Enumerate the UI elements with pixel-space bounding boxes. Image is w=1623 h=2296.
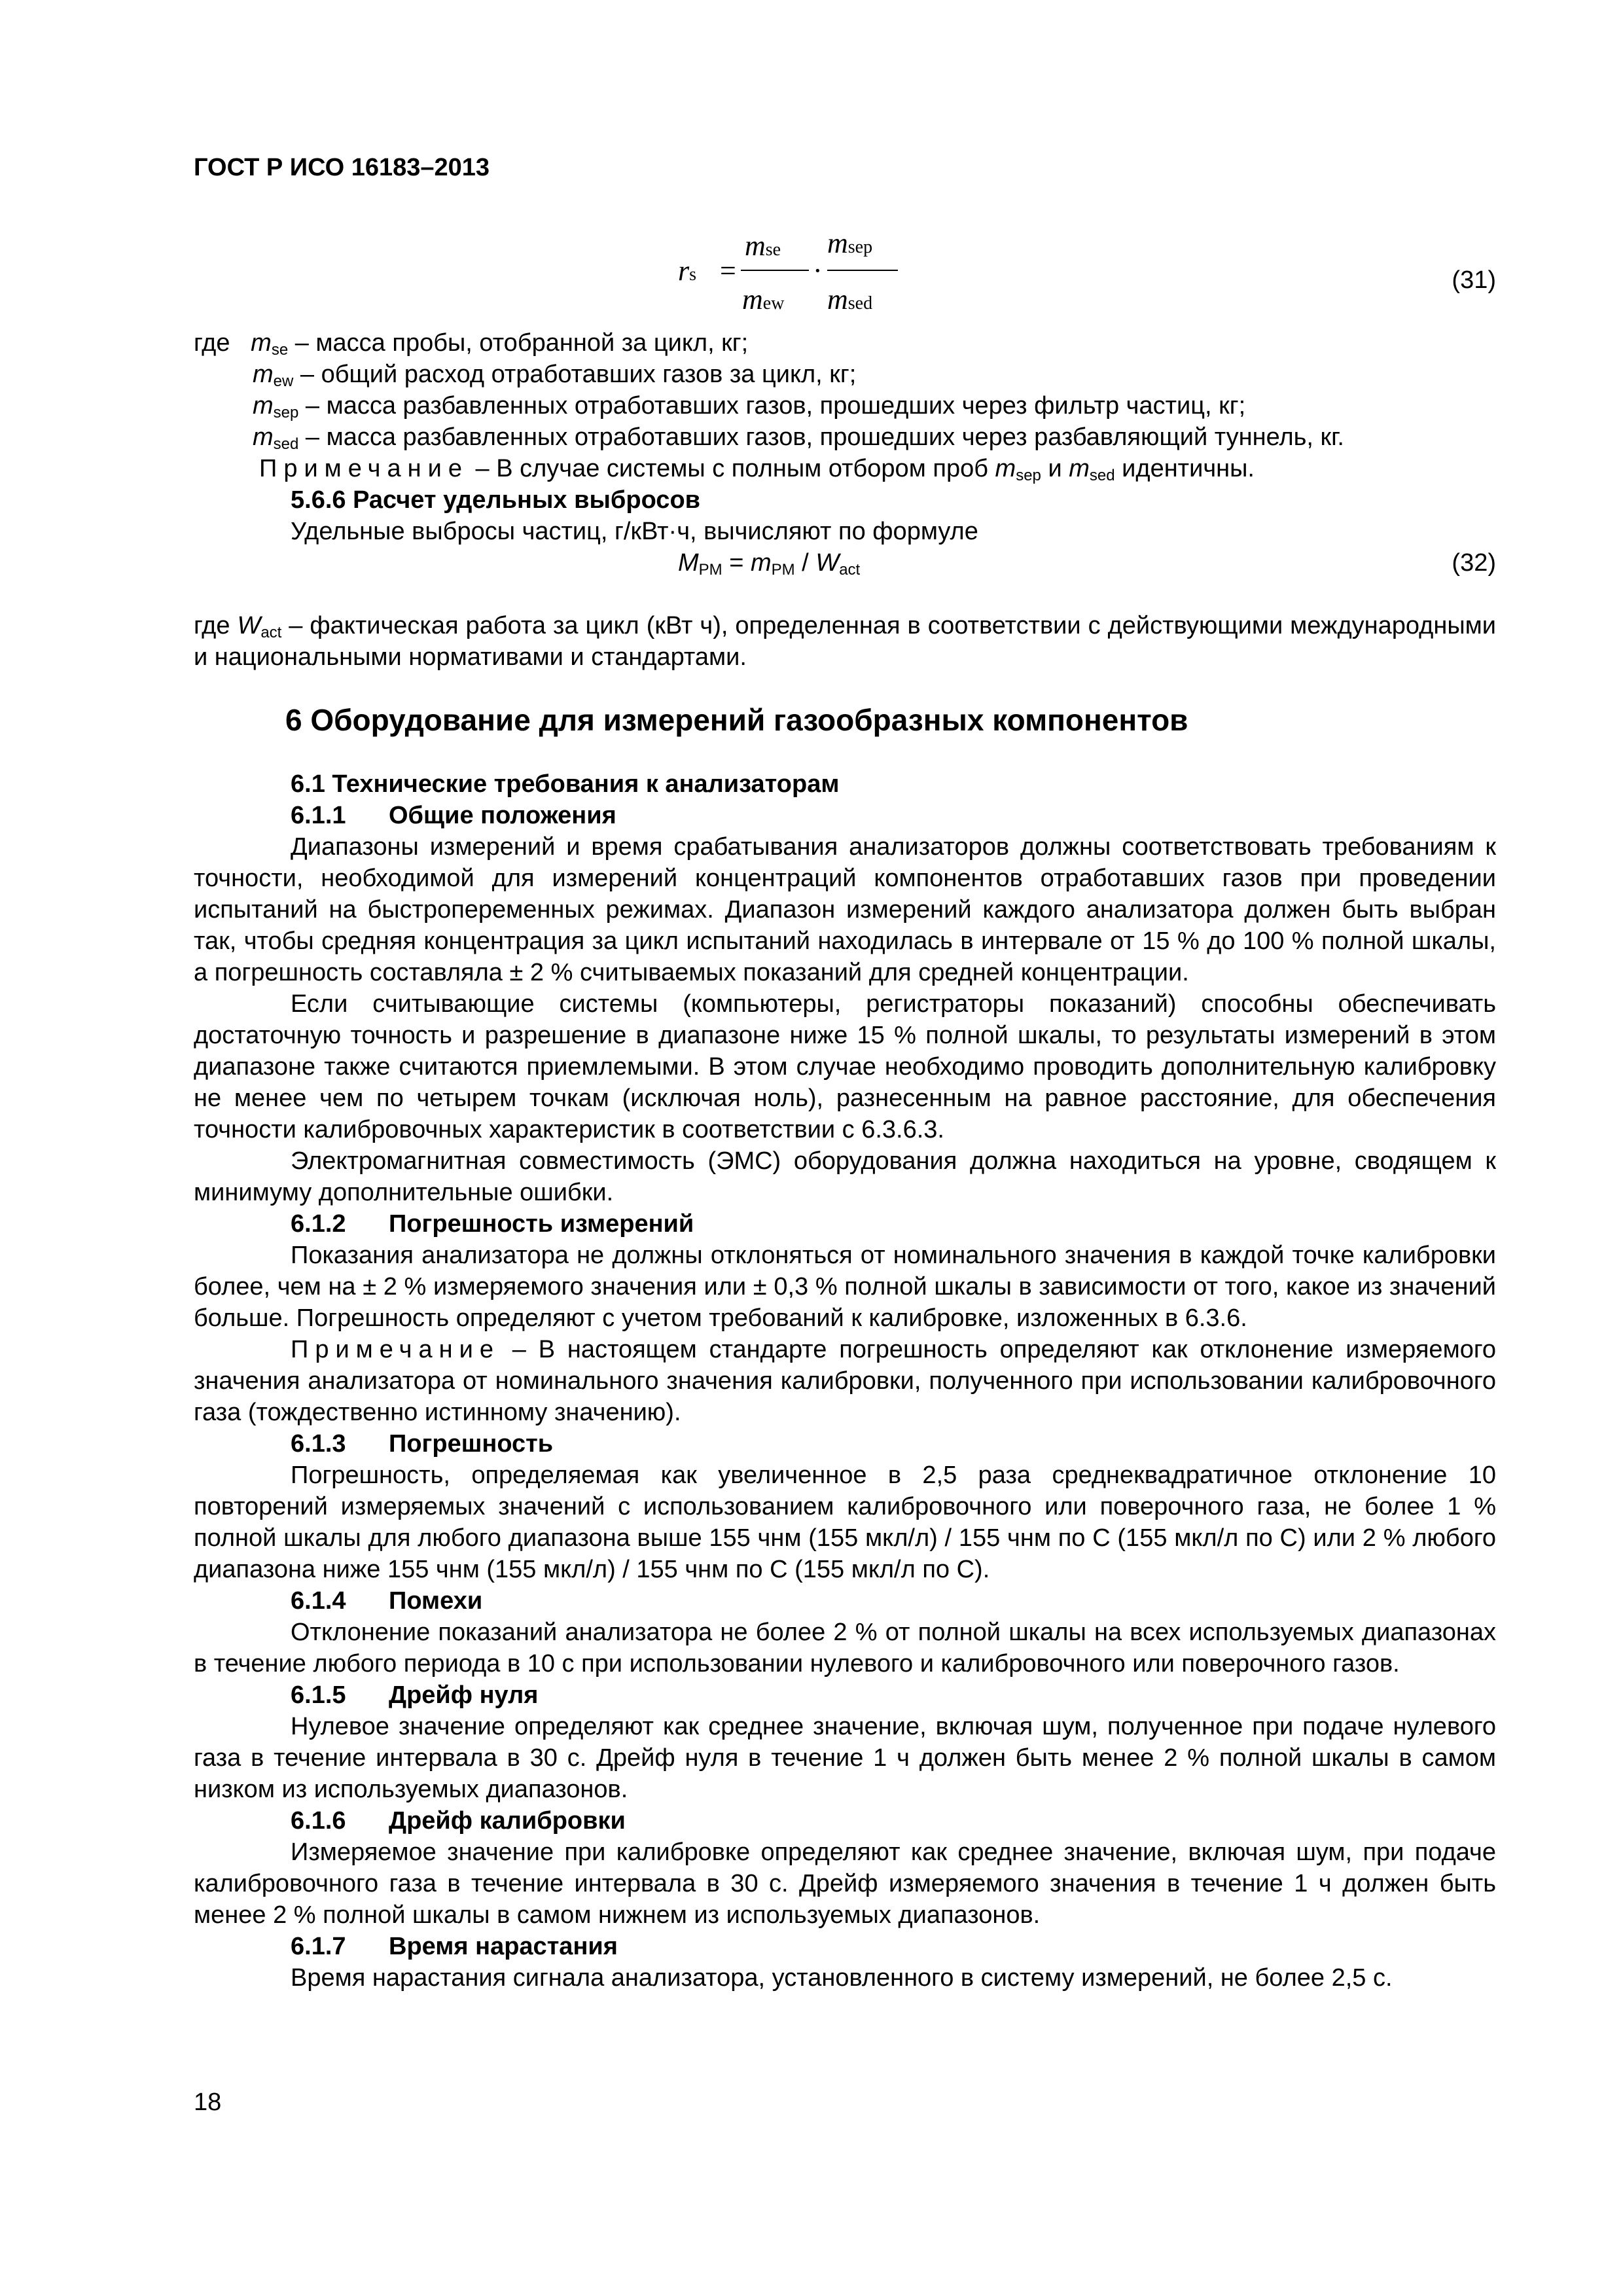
subsection-number: 6.1.1 bbox=[291, 802, 346, 829]
subsection-heading bbox=[194, 1585, 1496, 1617]
paragraph: Электромагнитная совместимость (ЭМС) оборудования должна находиться на уровне, сводящем к минимуму дополнительные ошибки. bbox=[194, 1147, 1496, 1206]
legend-subscript: se bbox=[271, 341, 289, 359]
legend-subscript: ew bbox=[273, 372, 294, 390]
paragraph: Диапазоны измерений и время срабатывания анализаторов должны соответствовать требованиям к точности, необходимой для измерений концентраций компонентов отработавших газов при проведении испытаний на быстропеременных режимах. Диапазон измерений каждого анализатора должен быть выбран так, чтобы средняя концентрация за цикл испытаний находилась в интервале от 15 % до 100 % полной шкалы, а погрешность составляла ± 2 % считываемых показаний для средней концентрации. bbox=[194, 833, 1496, 986]
where-label: где bbox=[194, 612, 238, 639]
legend-text: – масса пробы, отобранной за цикл, кг; bbox=[288, 329, 749, 357]
note-text: – В случае системы с полным отбором проб bbox=[468, 455, 995, 482]
formula-operator: / bbox=[794, 549, 816, 577]
formula-operator: = bbox=[722, 549, 751, 577]
note-text: идентичны. bbox=[1115, 455, 1255, 482]
subsection-number: 6.1.4 bbox=[291, 1587, 346, 1615]
note-subscript: sed bbox=[1089, 467, 1115, 484]
formula-32 bbox=[194, 547, 1496, 579]
note-symbol: m bbox=[1069, 455, 1090, 482]
paragraph: Удельные выбросы частиц, г/кВт·ч, вычисляют по формуле bbox=[291, 518, 978, 545]
note-symbol: m bbox=[995, 455, 1016, 482]
paragraph: Показания анализатора не должны отклоняться от номинального значения в каждой точке калибровки более, чем на ± 2 % измеряемого значения или ± 0,3 % полной шкалы в зависимости от того, какое из значений больше. Погрешность определяют с учетом требований к калибровке, изложенных в 6.3.6. bbox=[194, 1242, 1496, 1332]
section-heading-6: 6 Оборудование для измерений газообразных компонентов bbox=[285, 703, 1188, 737]
subsection-number: 6.1.2 bbox=[291, 1210, 346, 1238]
paragraph: Погрешность, определяемая как увеличенное в 2,5 раза среднеквадратичное отклонение 10 повторений измеряемых значений с использованием калибровочного или поверочного газа, не более 1 % полной шкалы для любого диапазона выше 155 чнм (155 мкл/л) / 155 чнм по С (155 мкл/л по С) или 2 % любого диапазона ниже 155 чнм (155 мкл/л) / 155 чнм по С (155 мкл/л по С). bbox=[194, 1462, 1496, 1583]
legend-line bbox=[194, 422, 1496, 453]
legend-symbol: m bbox=[253, 392, 274, 420]
document-header: ГОСТ Р ИСО 16183–2013 bbox=[194, 154, 490, 181]
legend-text: – общий расход отработавших газов за цикл, кг; bbox=[293, 361, 857, 388]
subsection-heading bbox=[194, 1679, 1496, 1711]
formula-symbol: M bbox=[678, 549, 699, 577]
legend-line bbox=[194, 359, 1496, 390]
paragraph: Если считывающие системы (компьютеры, регистраторы показаний) способны обеспечивать достаточную точность и разрешение в диапазоне ниже 15 % полной шкалы, то результаты измерений в этом диапазоне также считаются приемлемыми. В этом случае необходимо проводить дополнительную калибровку не менее чем по четырем точкам (исключая ноль), разнесенным на равное расстояние, для обеспечения точности калибровочных характеристик в соответствии с 6.3.6.3. bbox=[194, 990, 1496, 1143]
legend-subscript: sep bbox=[273, 404, 299, 422]
subsection-title: Дрейф калибровки bbox=[389, 1807, 626, 1835]
fraction-bar bbox=[741, 270, 809, 271]
formula-subscript: PM bbox=[771, 561, 795, 579]
subsection-heading: 6.1 Технические требования к анализаторам bbox=[291, 770, 840, 798]
subsection-title: Время нарастания bbox=[389, 1933, 618, 1960]
legend-subscript: act bbox=[260, 624, 282, 641]
subsection-heading bbox=[194, 1428, 1496, 1460]
fraction-bar bbox=[827, 270, 898, 271]
legend-symbol: m bbox=[251, 329, 272, 357]
subsection-heading bbox=[194, 800, 1496, 831]
equation-number-32: (32) bbox=[1452, 549, 1496, 577]
formula-31-num2: msep bbox=[827, 227, 873, 259]
paragraph: Измеряемое значение при калибровке определяют как среднее значение, включая шум, при подаче калибровочного газа в течение интервала в 30 с. Дрейф измеряемого значения в течение 1 ч должен быть менее 2 % полной шкалы в самом нижнем из используемых диапазонов. bbox=[194, 1839, 1496, 1929]
note-text: – В настоящем стандарте погрешность определяют как отклонение измеряемого значения анализатора от номинального значения калибровки, полученного при использовании калибровочного газа (тождественно истинному значению). bbox=[194, 1336, 1496, 1426]
subsection-heading bbox=[194, 1208, 1496, 1240]
subsection-number: 6.1.3 bbox=[291, 1430, 346, 1458]
formula-31-eq: = bbox=[720, 255, 736, 287]
equation-number-31: (31) bbox=[1452, 266, 1496, 294]
formula-31-dot: · bbox=[813, 255, 823, 287]
formula-31-lhs: rs bbox=[678, 255, 697, 287]
paragraph: Отклонение показаний анализатора не более 2 % от полной шкалы на всех используемых диапазонах в течение любого периода в 10 с при использовании нулевого и калибровочного или поверочного газов. bbox=[194, 1619, 1496, 1677]
formula-31-legend bbox=[194, 327, 1496, 484]
paragraph: Время нарастания сигнала анализатора, установленного в систему измерений, не более 2,5 с. bbox=[291, 1964, 1393, 1992]
formula-subscript: act bbox=[839, 561, 861, 579]
subsection-title: Погрешность bbox=[389, 1430, 554, 1458]
subsection-title: Общие положения bbox=[389, 802, 616, 829]
page-number: 18 bbox=[194, 2089, 222, 2116]
legend-line bbox=[194, 327, 1496, 359]
formula-symbol: m bbox=[750, 549, 772, 577]
formula-symbol: W bbox=[815, 549, 840, 577]
legend-subscript: sed bbox=[273, 435, 299, 453]
subsection-number: 6.1.7 bbox=[291, 1933, 346, 1960]
subsection-title: Помехи bbox=[389, 1587, 483, 1615]
formula-31-num1: mse bbox=[745, 230, 781, 262]
note-subscript: sep bbox=[1016, 467, 1041, 484]
subsection-number: 6.1.6 bbox=[291, 1807, 346, 1835]
legend-text: – масса разбавленных отработавших газов, прошедших через разбавляющий туннель, кг. bbox=[298, 423, 1344, 451]
section-6-body bbox=[194, 768, 1496, 1994]
legend-symbol: W bbox=[237, 612, 261, 639]
formula-31-den2: msed bbox=[827, 283, 873, 315]
section-5-6-6 bbox=[194, 484, 1496, 579]
section-heading: 5.6.6 Расчет удельных выбросов bbox=[291, 486, 701, 514]
subsection-number: 6.1.5 bbox=[291, 1681, 346, 1709]
note bbox=[194, 453, 1496, 484]
paragraph: Нулевое значение определяют как среднее значение, включая шум, полученное при подаче нулевого газа в течение интервала в 30 с. Дрейф нуля в течение 1 ч должен быть менее 2 % полной шкалы в самом низком из используемых диапазонов. bbox=[194, 1713, 1496, 1803]
subsection-title: Погрешность измерений bbox=[389, 1210, 694, 1238]
legend-text: – масса разбавленных отработавших газов, прошедших через фильтр частиц, кг; bbox=[298, 392, 1246, 420]
formula-31-den1: mew bbox=[742, 283, 785, 315]
subsection-heading bbox=[194, 1805, 1496, 1837]
note bbox=[194, 1334, 1496, 1428]
formula-32-legend bbox=[194, 610, 1496, 673]
formula-subscript: PM bbox=[698, 561, 722, 579]
subsection-heading bbox=[194, 1931, 1496, 1962]
legend-line bbox=[194, 390, 1496, 422]
legend-text: – фактическая работа за цикл (кВт ч), определенная в соответствии с действующими международными и национальными нормативами и стандартами. bbox=[194, 612, 1496, 671]
legend-symbol: m bbox=[253, 423, 274, 451]
note-label: Примечание bbox=[291, 1336, 500, 1363]
note-label: Примечание bbox=[259, 455, 469, 482]
subsection-title: Дрейф нуля bbox=[389, 1681, 539, 1709]
note-text: и bbox=[1041, 455, 1069, 482]
where-label: где bbox=[194, 329, 230, 357]
legend-symbol: m bbox=[253, 361, 274, 388]
